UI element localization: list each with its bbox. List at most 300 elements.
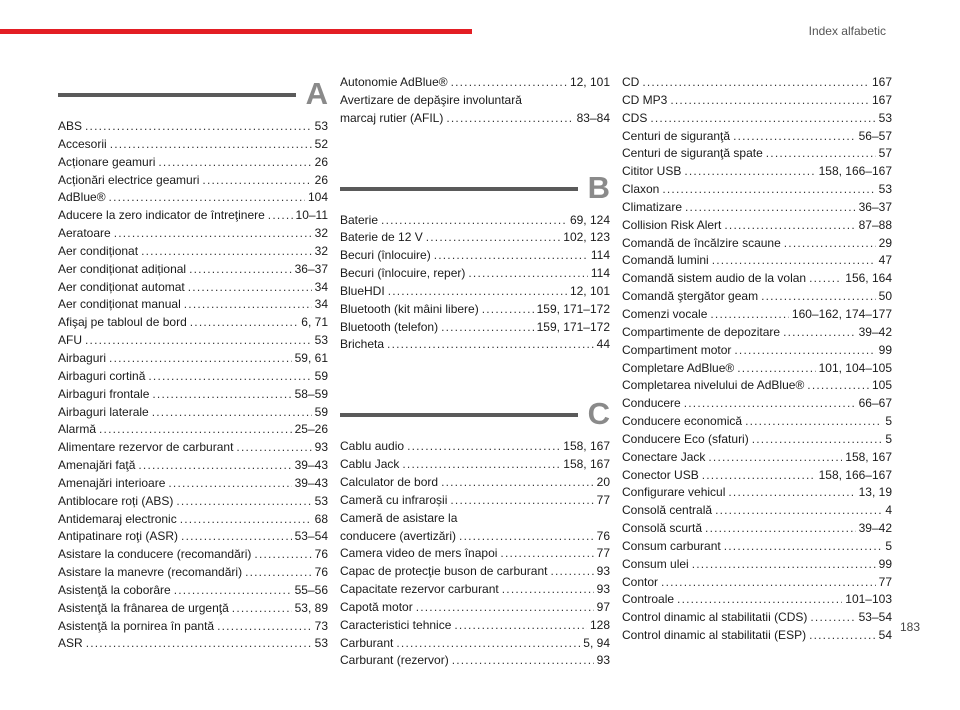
entry-term: Consum carburant <box>622 538 721 553</box>
index-entry <box>58 332 328 350</box>
entry-term: Conducere economică <box>622 414 743 429</box>
entry-pages: 53 <box>314 333 328 348</box>
entry-pages: 167 <box>871 75 892 89</box>
entry-term: Comandă sistem audio de la volan <box>622 271 807 286</box>
index-entry <box>622 110 892 128</box>
dot-leader <box>502 581 594 599</box>
dot-leader <box>452 652 594 670</box>
entry-pages: 26 <box>314 154 328 169</box>
index-entry <box>622 484 892 502</box>
entry-pages: 102, 123 <box>563 230 610 245</box>
index-entry <box>622 288 892 306</box>
entry-term: Amenajări faţă <box>58 458 136 473</box>
entry-term: Conducere <box>622 396 681 411</box>
dot-leader <box>232 600 292 618</box>
entry-term: Claxon <box>622 182 660 197</box>
entry-pages: 59 <box>314 368 328 383</box>
dot-leader <box>500 545 593 563</box>
entry-term: Contor <box>622 574 659 589</box>
entry-term: Compartiment motor <box>622 342 732 357</box>
dot-leader <box>450 492 593 510</box>
index-entry <box>622 556 892 574</box>
entry-term: Bricheta <box>340 337 385 352</box>
entry-term: Aeratoare <box>58 226 111 241</box>
entry-pages: 99 <box>878 342 892 357</box>
entry-pages: 53 <box>878 110 892 125</box>
index-column-3 <box>622 74 892 685</box>
index-entry <box>622 145 892 163</box>
dot-leader <box>381 212 567 230</box>
dot-leader <box>114 225 312 243</box>
entry-pages: 6, 71 <box>301 315 328 330</box>
entry-term: Acționare geamuri <box>58 154 156 169</box>
dot-leader <box>752 431 883 449</box>
entry-pages: 93 <box>314 440 328 455</box>
index-entry <box>622 377 892 395</box>
entry-pages: 68 <box>314 511 328 526</box>
dot-leader <box>388 283 567 301</box>
entry-pages: 158, 167 <box>563 439 610 454</box>
entry-pages: 44 <box>596 337 610 352</box>
entry-pages: 39–43 <box>294 475 328 490</box>
entry-pages: 32 <box>314 243 328 258</box>
entry-term: marcaj rutier (AFIL) <box>340 110 444 125</box>
index-section <box>58 74 328 653</box>
entry-term: Asistare la manevre (recomandări) <box>58 565 243 580</box>
dot-leader <box>692 556 876 574</box>
entry-term: AdBlue® <box>58 190 106 205</box>
entry-pages: 77 <box>878 574 892 589</box>
index-entry <box>622 92 892 110</box>
entry-term: Collision Risk Alert <box>622 217 722 232</box>
dot-leader <box>416 599 594 617</box>
entry-pages: 76 <box>314 565 328 580</box>
dot-leader <box>158 154 311 172</box>
dot-leader <box>441 319 534 337</box>
dot-leader <box>724 217 855 235</box>
entry-term: CDS <box>622 110 648 125</box>
entry-term: Autonomie AdBlue® <box>340 75 448 89</box>
entry-pages: 66–67 <box>858 396 892 411</box>
dot-leader <box>184 296 312 314</box>
entry-term: Configurare vehicul <box>622 485 726 500</box>
index-entry <box>58 386 328 404</box>
entry-term: Consum ulei <box>622 556 689 571</box>
entry-term: Aducere la zero indicator de întreţinere <box>58 208 265 223</box>
index-entry <box>58 546 328 564</box>
entry-pages: 5 <box>885 414 892 429</box>
dot-leader <box>550 563 593 581</box>
index-entry <box>340 563 610 581</box>
entry-term: Accesorii <box>58 136 107 151</box>
index-entry <box>340 74 610 92</box>
entry-pages: 54 <box>878 628 892 643</box>
index-entry <box>622 609 892 627</box>
entry-pages: 77 <box>596 546 610 561</box>
dot-leader <box>189 261 292 279</box>
index-entry <box>58 225 328 243</box>
dot-leader <box>705 520 856 538</box>
index-entry <box>340 336 610 354</box>
entry-pages: 53 <box>878 182 892 197</box>
entry-term-line1: Cameră de asistare la <box>340 510 458 525</box>
index-entry <box>622 591 892 609</box>
entry-pages: 25–26 <box>294 422 328 437</box>
dot-leader <box>745 413 882 431</box>
dot-leader <box>724 538 883 556</box>
entry-pages: 50 <box>878 289 892 304</box>
index-entry <box>58 404 328 422</box>
entry-pages: 10–11 <box>295 208 328 223</box>
dot-leader <box>109 350 292 368</box>
section-letter: A <box>305 76 328 111</box>
dot-leader <box>245 564 312 582</box>
entry-pages: 76 <box>596 528 610 543</box>
entry-term: Cablu audio <box>340 439 405 454</box>
index-entry <box>622 128 892 146</box>
entry-pages: 34 <box>314 279 328 294</box>
dot-leader <box>809 270 842 288</box>
index-entry <box>58 154 328 172</box>
index-entry <box>58 243 328 261</box>
entry-pages: 5, 94 <box>583 635 610 650</box>
entry-pages: 39–42 <box>858 521 892 536</box>
entry-pages: 160–162, 174–177 <box>791 306 892 321</box>
entry-pages: 158, 166–167 <box>818 164 892 179</box>
entry-pages: 105 <box>871 378 892 393</box>
dot-leader <box>152 404 312 422</box>
dot-leader <box>482 301 534 319</box>
index-entry <box>58 493 328 511</box>
dot-leader <box>217 618 312 636</box>
entry-pages: 53 <box>314 493 328 508</box>
index-column-2 <box>340 74 610 710</box>
dot-leader <box>761 288 876 306</box>
entry-pages: 13, 19 <box>858 485 892 500</box>
entry-term: Aer condiționat automat <box>58 279 185 294</box>
entry-term: CD <box>622 75 640 89</box>
entry-term: Cameră cu infraroșii <box>340 492 448 507</box>
index-entry <box>622 74 892 92</box>
entry-pages: 57 <box>878 146 892 161</box>
dot-leader <box>684 395 856 413</box>
dot-leader <box>99 421 292 439</box>
index-entry <box>340 652 610 670</box>
entry-term: Alimentare rezervor de carburant <box>58 440 234 455</box>
index-entry <box>622 252 892 270</box>
dot-leader <box>734 342 875 360</box>
entry-term: Capac de protecţie buson de carburant <box>340 564 548 579</box>
dot-leader <box>670 92 869 110</box>
index-entry <box>58 118 328 136</box>
index-entry <box>58 279 328 297</box>
entry-term: Consolă scurtă <box>622 521 703 536</box>
index-section <box>340 74 610 128</box>
entry-pages: 77 <box>596 492 610 507</box>
dot-leader <box>85 332 312 350</box>
dot-leader <box>809 627 876 645</box>
dot-leader <box>402 456 560 474</box>
entry-pages: 32 <box>314 226 328 241</box>
entry-pages: 99 <box>878 556 892 571</box>
index-entry <box>622 181 892 199</box>
dot-leader <box>254 546 311 564</box>
index-entry <box>622 574 892 592</box>
dot-leader <box>174 582 292 600</box>
index-entry <box>622 520 892 538</box>
index-entry <box>622 270 892 288</box>
index-section <box>340 168 610 355</box>
index-entry <box>58 207 328 225</box>
entry-pages: 53 <box>314 119 328 133</box>
entry-pages: 29 <box>878 235 892 250</box>
index-entry <box>340 265 610 283</box>
entry-term: Airbaguri laterale <box>58 404 149 419</box>
dot-leader <box>190 314 299 332</box>
entry-term: Acționări electrice geamuri <box>58 172 200 187</box>
entry-term: Consolă centrală <box>622 503 713 518</box>
dot-leader <box>86 635 312 653</box>
index-entry <box>340 438 610 456</box>
entry-term: Calculator de bord <box>340 474 439 489</box>
index-entry <box>58 421 328 439</box>
dot-leader <box>188 279 312 297</box>
dot-leader <box>168 475 291 493</box>
dot-leader <box>712 252 876 270</box>
entry-term: Carburant (rezervor) <box>340 653 449 668</box>
entry-term: Asistenţă la frânarea de urgenţă <box>58 600 229 615</box>
dot-leader <box>181 528 292 546</box>
entry-term: Control dinamic al stabilitatii (CDS) <box>622 610 808 625</box>
entry-term: Centuri de siguranţă <box>622 128 731 143</box>
entry-term: Carburant <box>340 635 394 650</box>
dot-leader <box>110 136 312 154</box>
entry-pages: 101–103 <box>845 592 892 607</box>
entry-term: Airbaguri cortină <box>58 368 146 383</box>
index-entry <box>622 431 892 449</box>
entry-term: Capacitate rezervor carburant <box>340 582 499 597</box>
index-entry <box>340 247 610 265</box>
entry-pages: 158, 166–167 <box>818 467 892 482</box>
section-letter: C <box>587 396 610 432</box>
dot-leader <box>733 128 856 146</box>
index-entry <box>340 510 610 546</box>
entry-term: Amenajări interioare <box>58 475 166 490</box>
entry-pages: 73 <box>314 618 328 633</box>
entry-term: Caracteristici tehnice <box>340 617 452 632</box>
entry-term: Cititor USB <box>622 164 682 179</box>
page-header-title: Index alfabetic <box>808 24 886 38</box>
entry-pages: 114 <box>590 248 610 263</box>
entry-pages: 93 <box>596 564 610 579</box>
dot-leader <box>766 145 876 163</box>
index-entry <box>58 511 328 529</box>
entry-pages: 59, 61 <box>294 350 328 365</box>
entry-pages: 26 <box>314 172 328 187</box>
entry-pages: 47 <box>878 253 892 268</box>
entry-pages: 128 <box>589 617 610 632</box>
index-entry <box>340 599 610 617</box>
index-entry <box>340 92 610 128</box>
entry-term: Control dinamic al stabilitatii (ESP) <box>622 628 807 643</box>
entry-pages: 53 <box>314 636 328 651</box>
dot-leader <box>662 181 875 199</box>
dot-leader <box>468 265 587 283</box>
entry-pages: 4 <box>885 503 892 518</box>
index-entry <box>58 350 328 368</box>
header-accent-bar <box>0 29 472 34</box>
entry-term: Comandă de încălzire scaune <box>622 235 781 250</box>
entry-pages: 20 <box>596 474 610 489</box>
entry-pages: 83–84 <box>576 110 610 125</box>
entry-term: Aer condiționat adițional <box>58 261 187 276</box>
letter-rule <box>58 93 296 97</box>
index-entry <box>340 212 610 230</box>
entry-pages: 101, 104–105 <box>818 360 892 375</box>
entry-term: Capotă motor <box>340 599 413 614</box>
entry-pages: 87–88 <box>858 217 892 232</box>
letter-heading <box>58 74 328 114</box>
dot-leader <box>202 172 311 190</box>
entry-term: Conector USB <box>622 467 699 482</box>
index-entry <box>58 439 328 457</box>
entry-pages: 159, 171–172 <box>536 301 610 316</box>
entry-pages: 104 <box>307 190 328 205</box>
index-entry <box>340 492 610 510</box>
dot-leader <box>685 199 856 217</box>
index-entry <box>58 618 328 636</box>
index-column-1 <box>58 74 328 693</box>
index-entry <box>622 627 892 645</box>
dot-leader <box>434 247 588 265</box>
entry-term: Baterie <box>340 212 379 227</box>
index-entry <box>622 324 892 342</box>
entry-term-line1: Avertizare de depăşire involuntară <box>340 92 522 107</box>
entry-term: Conducere Eco (sfaturi) <box>622 431 749 446</box>
dot-leader <box>715 502 882 520</box>
dot-leader <box>176 493 311 511</box>
index-entry <box>622 467 892 485</box>
index-entry <box>622 342 892 360</box>
entry-term: Asistare la conducere (recomandări) <box>58 547 252 562</box>
dot-leader <box>446 110 573 128</box>
entry-pages: 34 <box>314 297 328 312</box>
dot-leader <box>387 336 594 354</box>
entry-pages: 93 <box>596 653 610 668</box>
dot-leader <box>737 360 815 378</box>
dot-leader <box>708 449 842 467</box>
entry-pages: 158, 167 <box>563 457 610 472</box>
entry-pages: 93 <box>596 582 610 597</box>
entry-term: Climatizare <box>622 199 683 214</box>
entry-term: Controale <box>622 592 675 607</box>
index-entry <box>622 395 892 413</box>
index-entry <box>58 189 328 207</box>
index-entry <box>58 136 328 154</box>
dot-leader <box>783 324 856 342</box>
entry-term: Centuri de siguranţă spate <box>622 146 763 161</box>
entry-term: Antiblocare roți (ABS) <box>58 493 174 508</box>
index-entry <box>340 474 610 492</box>
entry-term: BlueHDI <box>340 283 385 298</box>
entry-term: CD MP3 <box>622 92 668 107</box>
dot-leader <box>684 163 815 181</box>
entry-term: Aer condiționat manual <box>58 297 181 312</box>
entry-term: ABS <box>58 119 83 133</box>
index-entry <box>58 564 328 582</box>
entry-pages: 36–37 <box>858 199 892 214</box>
index-entry <box>622 235 892 253</box>
dot-leader <box>642 74 869 92</box>
entry-pages: 5 <box>885 538 892 553</box>
entry-pages: 167 <box>871 92 892 107</box>
entry-term: Becuri (înlocuire, reper) <box>340 266 466 281</box>
entry-term: Asistenţă la coborâre <box>58 582 171 597</box>
entry-pages: 59 <box>314 404 328 419</box>
dot-leader <box>138 457 291 475</box>
index-entry <box>622 538 892 556</box>
index-entry <box>340 456 610 474</box>
dot-leader <box>148 368 311 386</box>
dot-leader <box>152 386 291 404</box>
entry-term: Cablu Jack <box>340 457 400 472</box>
dot-leader <box>459 528 594 546</box>
index-entry <box>340 229 610 247</box>
entry-term: Afişaj pe tabloul de bord <box>58 315 187 330</box>
index-entry <box>622 163 892 181</box>
dot-leader <box>441 474 594 492</box>
dot-leader <box>268 207 293 225</box>
entry-pages: 39–42 <box>858 324 892 339</box>
index-entry <box>622 413 892 431</box>
entry-term: Comandă ştergător geam <box>622 289 759 304</box>
dot-leader <box>728 484 855 502</box>
entry-term: Airbaguri frontale <box>58 386 150 401</box>
index-section <box>622 74 892 645</box>
index-entry <box>622 199 892 217</box>
dot-leader <box>451 74 567 92</box>
entry-term: Asistenţă la pornirea în pantă <box>58 618 215 633</box>
entry-term: Camera video de mers înapoi <box>340 546 498 561</box>
letter-rule <box>340 187 578 191</box>
entry-term: Comenzi vocale <box>622 306 708 321</box>
index-entry <box>58 457 328 475</box>
entry-pages: 58–59 <box>294 386 328 401</box>
dot-leader <box>396 635 580 653</box>
index-entry <box>622 502 892 520</box>
entry-term: Airbaguri <box>58 350 107 365</box>
index-entry <box>58 600 328 618</box>
dot-leader <box>236 439 311 457</box>
entry-pages: 97 <box>596 599 610 614</box>
entry-pages: 5 <box>885 431 892 446</box>
entry-line <box>340 110 610 128</box>
dot-leader <box>807 377 869 395</box>
entry-pages: 159, 171–172 <box>536 319 610 334</box>
page-number: 183 <box>899 620 920 634</box>
index-entry <box>58 172 328 190</box>
entry-term: Antidemaraj electronic <box>58 511 177 526</box>
entry-term: Bluetooth (kit mâini libere) <box>340 301 479 316</box>
index-entry <box>58 314 328 332</box>
entry-pages: 69, 124 <box>569 212 610 227</box>
entry-term: conducere (avertizări) <box>340 528 457 543</box>
dot-leader <box>407 438 560 456</box>
entry-pages: 76 <box>314 547 328 562</box>
dot-leader <box>677 591 842 609</box>
dot-leader <box>650 110 875 128</box>
entry-pages: 56–57 <box>858 128 892 143</box>
